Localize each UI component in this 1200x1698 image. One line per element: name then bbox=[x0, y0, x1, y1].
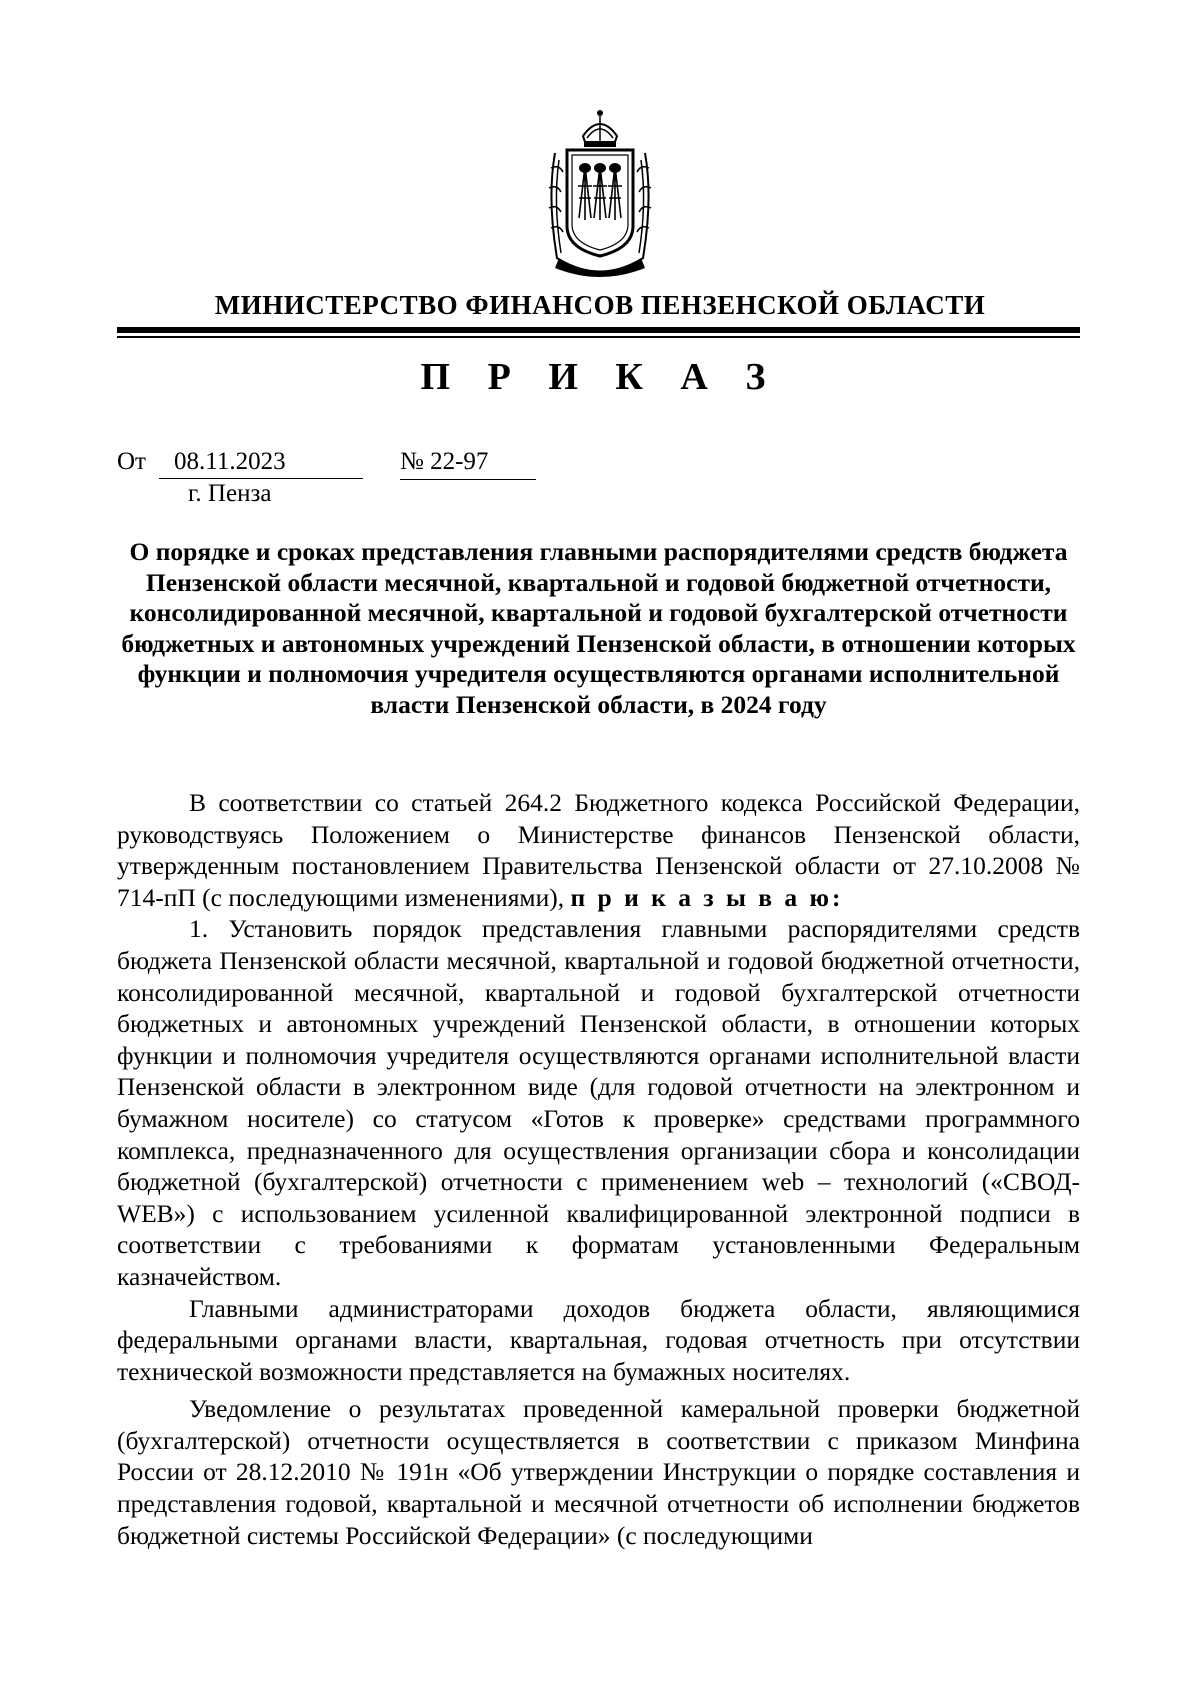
order-number: № 22-97 bbox=[400, 448, 536, 480]
paragraph-preamble bbox=[117, 787, 1080, 913]
city: г. Пенза bbox=[188, 480, 272, 507]
order-date: 08.11.2023 bbox=[159, 448, 363, 479]
paragraph-3: Уведомление о результатах проведенной камеральной проверки бюджетной (бухгалтерской) отчетности осуществляется в соответствии с приказом Минфина России от 28.12.2010 № 191н «Об утверждении Инструкции о порядке составления и представления годовой, квартальной и месячной отчетности об исполнении бюджетов бюджетной системы Российской Федерации» (с последующими bbox=[117, 1394, 1080, 1550]
header-divider-thick bbox=[117, 327, 1080, 333]
ministry-name: МИНИСТЕРСТВО ФИНАНСОВ ПЕНЗЕНСКОЙ ОБЛАСТИ bbox=[214, 290, 986, 320]
date-label: От bbox=[117, 448, 146, 475]
order-verb: п р и к а з ы в а ю: bbox=[570, 882, 844, 912]
header-divider-thin bbox=[117, 336, 1080, 338]
paragraph-1: 1. Установить порядок представления главными распорядителями средств бюджета Пензенской области месячной, квартальной и годовой бюджетной отчетности, консолидированной месячной, квартальной и годовой бухгалтерской отчетности бюджетных и автономных учреждений Пензенской области, в отношении которых функции и полномочия учредителя осуществляются органами исполнительной власти Пензенской области в электронном виде (для годовой отчетности на электронном и бумажном носителе) со статусом «Готов к проверке» средствами программного комплекса, предназначенного для осуществления организации сбора и консолидации бюджетной (бухгалтерской) отчетности с применением web – технологий («СВОД-WEB») с использованием усиленной квалифицированной электронной подписи в соответствии с требованиями к форматам установленными Федеральным казначейством. bbox=[117, 914, 1080, 1291]
order-body bbox=[117, 787, 1080, 1551]
preamble-text: В соответствии со статьей 264.2 Бюджетного кодекса Российской Федерации, руководствуясь Положением о Министерстве финансов Пензенской области, утвержденным постановлением Правительства Пензенской области от 27.10.2008 № 714-пП (с последующими изменениями), bbox=[117, 788, 1080, 912]
paragraph-2: Главными администраторами доходов бюджета области, являющимися федеральными органами власти, квартальная, годовая отчетность при отсутствии технической возможности представляется на бумажных носителях. bbox=[117, 1293, 1080, 1386]
order-heading: О порядке и сроках представления главными распорядителями средств бюджета Пензенской области месячной, квартальной и годовой бюджетной отчетности, консолидированной месячной, квартальной и годовой бухгалтерской отчетности бюджетных и автономных учреждений Пензенской области, в отношении которых функции и полномочия учредителя осуществляются органами исполнительной власти Пензенской области, в 2024 году bbox=[121, 537, 1076, 719]
document-type-title: П Р И К А З bbox=[420, 356, 780, 398]
penza-region-coat-of-arms-icon bbox=[545, 108, 655, 278]
order-meta-line bbox=[117, 448, 617, 480]
